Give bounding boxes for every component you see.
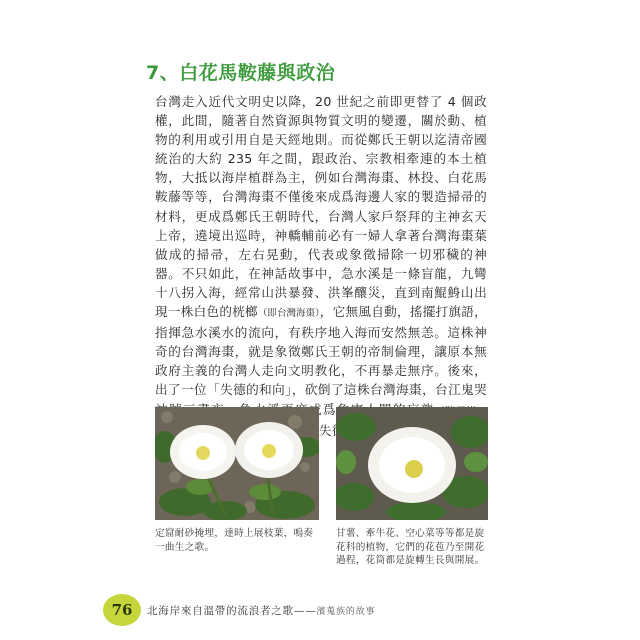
photo-left-illustration [155,407,319,520]
page-number: 76 [111,601,133,619]
body-paragraph [155,92,487,461]
photo-single-white-flower [336,407,488,520]
body-text-part-1: 台灣走入近代文明史以降，20 世紀之前即更替了 4 個政權，此間，隨著自然資源與物質文明的變遷，關於動、植物的利用或引用自是天經地則。而從鄭氏王朝以迄清帝國統治的大約 235 年之間，跟政治、宗教相牽連的本土植物，大抵以海岸植群為主，例如台灣海棗、林投、白花馬鞍藤等等，台灣海棗不僅後來成爲海邊人家的製造掃帚的材料，更成爲鄭氏王朝時代，台灣人家戶祭拜的主神玄天上帝，遶境出巡時，神轎輔前必有一婦人拿著台灣海棗葉做成的掃帚，左右晃動，代表或象徵掃除一切邪穢的神器。不只如此，在神話故事中，急水溪是一條盲龍，九彎十八拐入海，經常山洪暴發、洪峯釀災，直到南鯤鯓山出現一株白色的桄榔 [155,94,487,320]
page-number-badge [103,594,141,626]
chapter-title: 7、白花馬鞍藤與政治 [146,62,336,84]
book-title: 北海岸來自溫帶的流浪者之歌—— [147,605,317,617]
book-subtitle: 濱蒐族的故事 [316,607,376,617]
inline-note-1: （即台灣海棗） [257,308,320,320]
photo-caption-right: 甘薯、牽牛花、空心菜等等都是旋花科的植物，它們的花苞乃至開花過程，花筒都是旋轉生長與開展。 [336,528,485,566]
photo-caption-left: 定窟耐砂掩埋，達時上展枝葉，鳴奏一曲生之歌。 [155,528,314,553]
running-footer [147,603,375,618]
photo-right-illustration [336,407,488,520]
photo-two-white-flowers [155,407,319,520]
body-text-part-2: ，它無風自動，搖擺打旗語，指揮急水溪水的流向，有秩序地入海而安然無恙。這株神奇的台灣海棗，就是象徵鄭氏王朝的帝制倫理，讓原本無政府主義的台灣人走向文明教化，不再暴走無序。後來，出了一位「失德的和向」，砍倒了這株台灣海棗，台江鬼哭 成爲 [155,304,487,417]
